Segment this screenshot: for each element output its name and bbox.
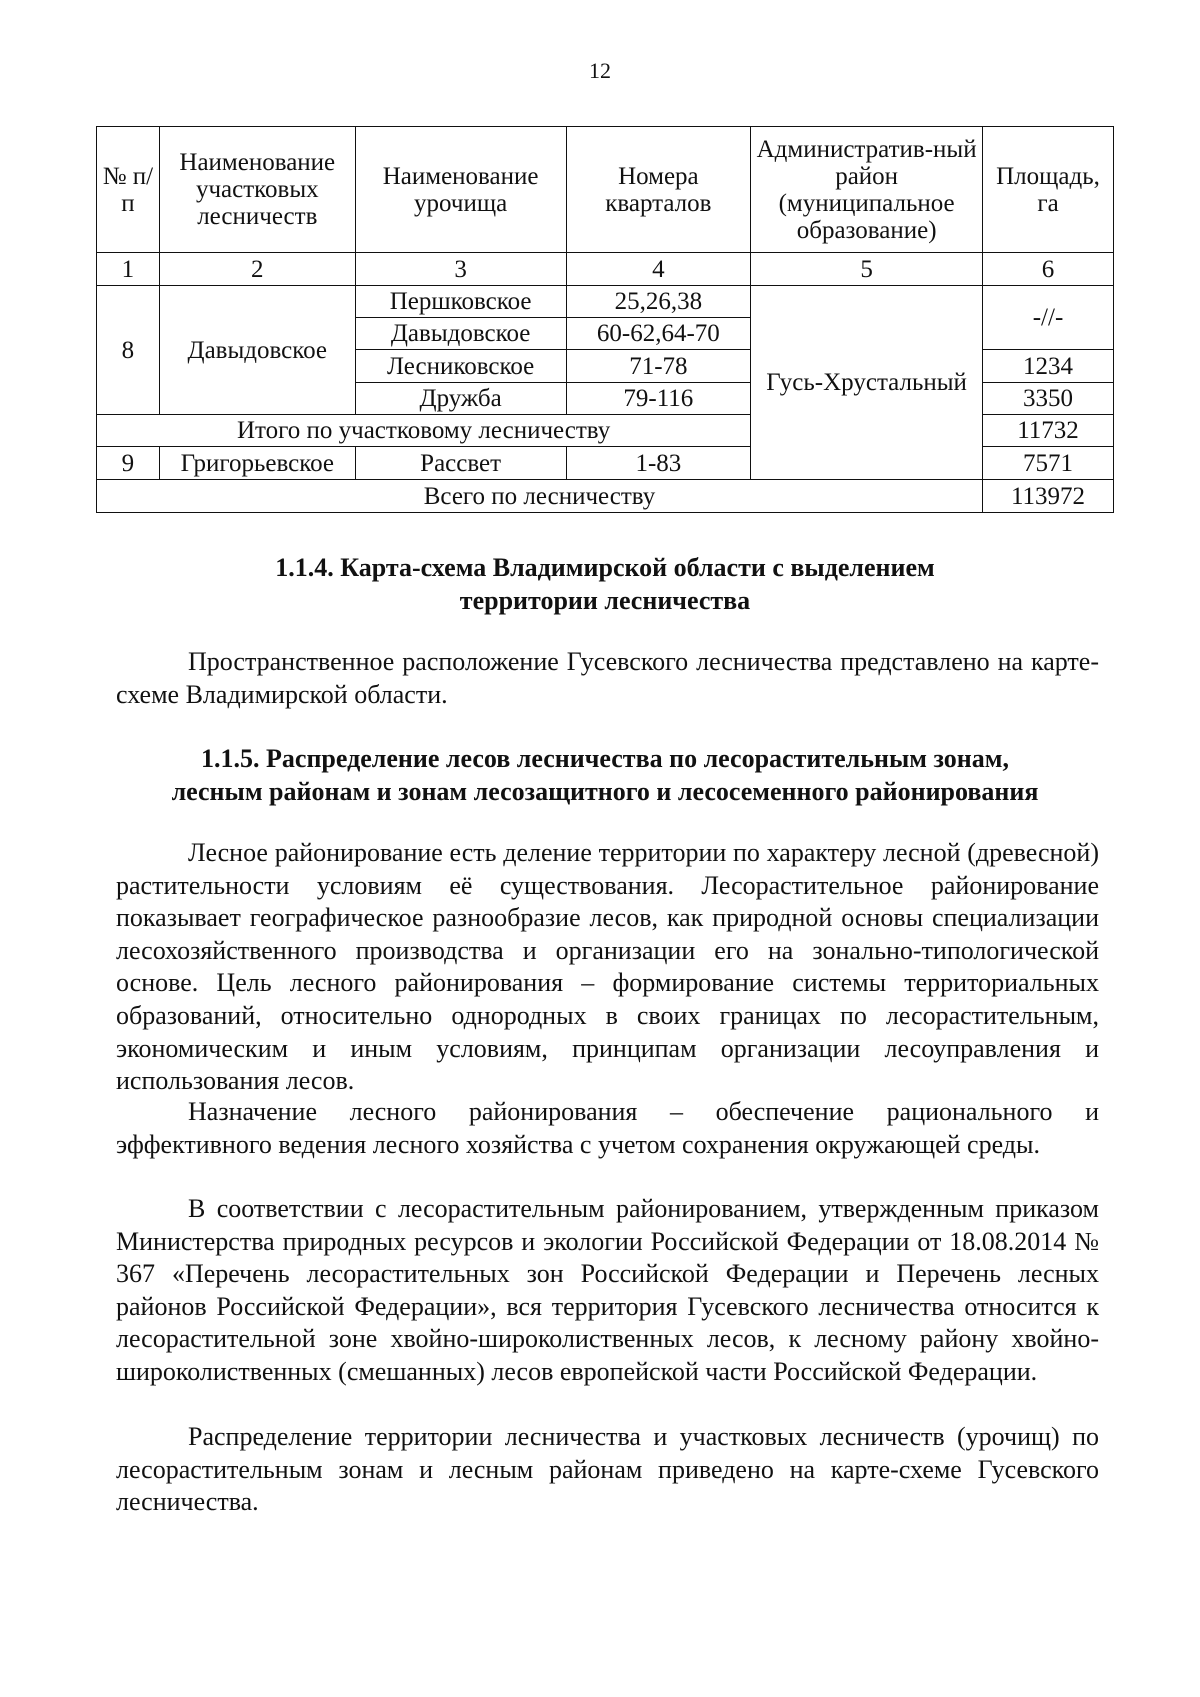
header-num: № п/п xyxy=(97,127,160,253)
area-cell: 1234 xyxy=(983,350,1114,383)
district-forestry-name: Давыдовское xyxy=(159,286,355,415)
tract-name: Рассвет xyxy=(355,447,566,480)
quarters-cell: 71-78 xyxy=(566,350,751,383)
area-cell: 7571 xyxy=(983,447,1114,480)
district-forestry-name: Григорьевское xyxy=(159,447,355,480)
header-admin-district: Административ-ный район (муниципальное образование) xyxy=(751,127,983,253)
header-area: Площадь, га xyxy=(983,127,1114,253)
quarters-cell: 1-83 xyxy=(566,447,751,480)
tract-name: Першковское xyxy=(355,286,566,318)
section-1-1-5-title xyxy=(100,742,1110,808)
section-title-line: 1.1.5. Распределение лесов лесничества по лесорастительным зонам, xyxy=(201,744,1009,773)
body-paragraph: Назначение лесного районирования – обеспечение рационального и эффективного ведения лесного хозяйства с учетом сохранения окружающей среды. xyxy=(116,1097,1099,1159)
subtotal-label: Итого по участковому лесничеству xyxy=(97,415,751,447)
section-title-line: территории лесничества xyxy=(459,586,751,615)
quarters-cell: 79-116 xyxy=(566,383,751,415)
total-label: Всего по лесничеству xyxy=(97,480,983,513)
quarters-cell: 25,26,38 xyxy=(566,286,751,318)
tract-name: Давыдовское xyxy=(355,318,566,350)
header-tract: Наименование урочища xyxy=(355,127,566,253)
body-paragraph: Распределение территории лесничества и участковых лесничеств (урочищ) по лесорастительным зонам и лесным районам приведено на карте-схеме Гусевского лесничества. xyxy=(116,1422,1099,1517)
column-number: 5 xyxy=(751,253,983,286)
column-number: 1 xyxy=(97,253,160,286)
section-1-1-4-title xyxy=(100,551,1110,617)
row-num: 9 xyxy=(97,447,160,480)
column-number: 3 xyxy=(355,253,566,286)
quarters-cell: 60-62,64-70 xyxy=(566,318,751,350)
subtotal-value: 11732 xyxy=(983,415,1114,447)
column-number-row xyxy=(97,253,1114,286)
column-number: 2 xyxy=(159,253,355,286)
table-row xyxy=(97,286,1114,318)
row-num: 8 xyxy=(97,286,160,415)
section-1-1-4-paragraph: Пространственное расположение Гусевского лесничества представлено на карте-схеме Владимирской области. xyxy=(116,647,1099,709)
total-row xyxy=(97,480,1114,513)
area-cell: -//- xyxy=(983,286,1114,350)
forestry-table xyxy=(96,126,1114,513)
table-header-row xyxy=(97,127,1114,253)
body-paragraph: Лесное районирование есть деление территории по характеру лесной (древесной) растительности условиям её существования. Лесорастительное районирование показывает географическое разнообразие лесов, как природной основы специализации лесохозяйственного производства и организации его на зонально-типологической основе. Цель лесного районирования – формирование системы территориальных образований, относительно однородных в своих границах по лесорастительным, экономическим и иным условиям, принципам организации лесоуправления и использования лесов. xyxy=(116,838,1099,1096)
section-title-line: лесным районам и зонам лесозащитного и лесосеменного районирования xyxy=(171,777,1039,806)
admin-district-cell: Гусь-Хрустальный xyxy=(751,286,983,480)
column-number: 4 xyxy=(566,253,751,286)
body-paragraph: В соответствии с лесорастительным районированием, утвержденным приказом Министерства природных ресурсов и экологии Российской Федерации от 18.08.2014 № 367 «Перечень лесорастительных зон Российской Федерации и Перечень лесных районов Российской Федерации», вся территория Гусевского лесничества относится к лесорастительной зоне хвойно-широколиственных лесов, к лесному району хвойно-широколиственных (смешанных) лесов европейской части Российской Федерации. xyxy=(116,1194,1099,1386)
section-title-line: 1.1.4. Карта-схема Владимирской области с выделением xyxy=(275,553,935,582)
area-cell: 3350 xyxy=(983,383,1114,415)
header-quarters: Номера кварталов xyxy=(566,127,751,253)
header-district-forestry: Наименование участковых лесничеств xyxy=(159,127,355,253)
tract-name: Дружба xyxy=(355,383,566,415)
total-value: 113972 xyxy=(983,480,1114,513)
tract-name: Лесниковское xyxy=(355,350,566,383)
column-number: 6 xyxy=(983,253,1114,286)
page-number: 12 xyxy=(589,58,611,83)
